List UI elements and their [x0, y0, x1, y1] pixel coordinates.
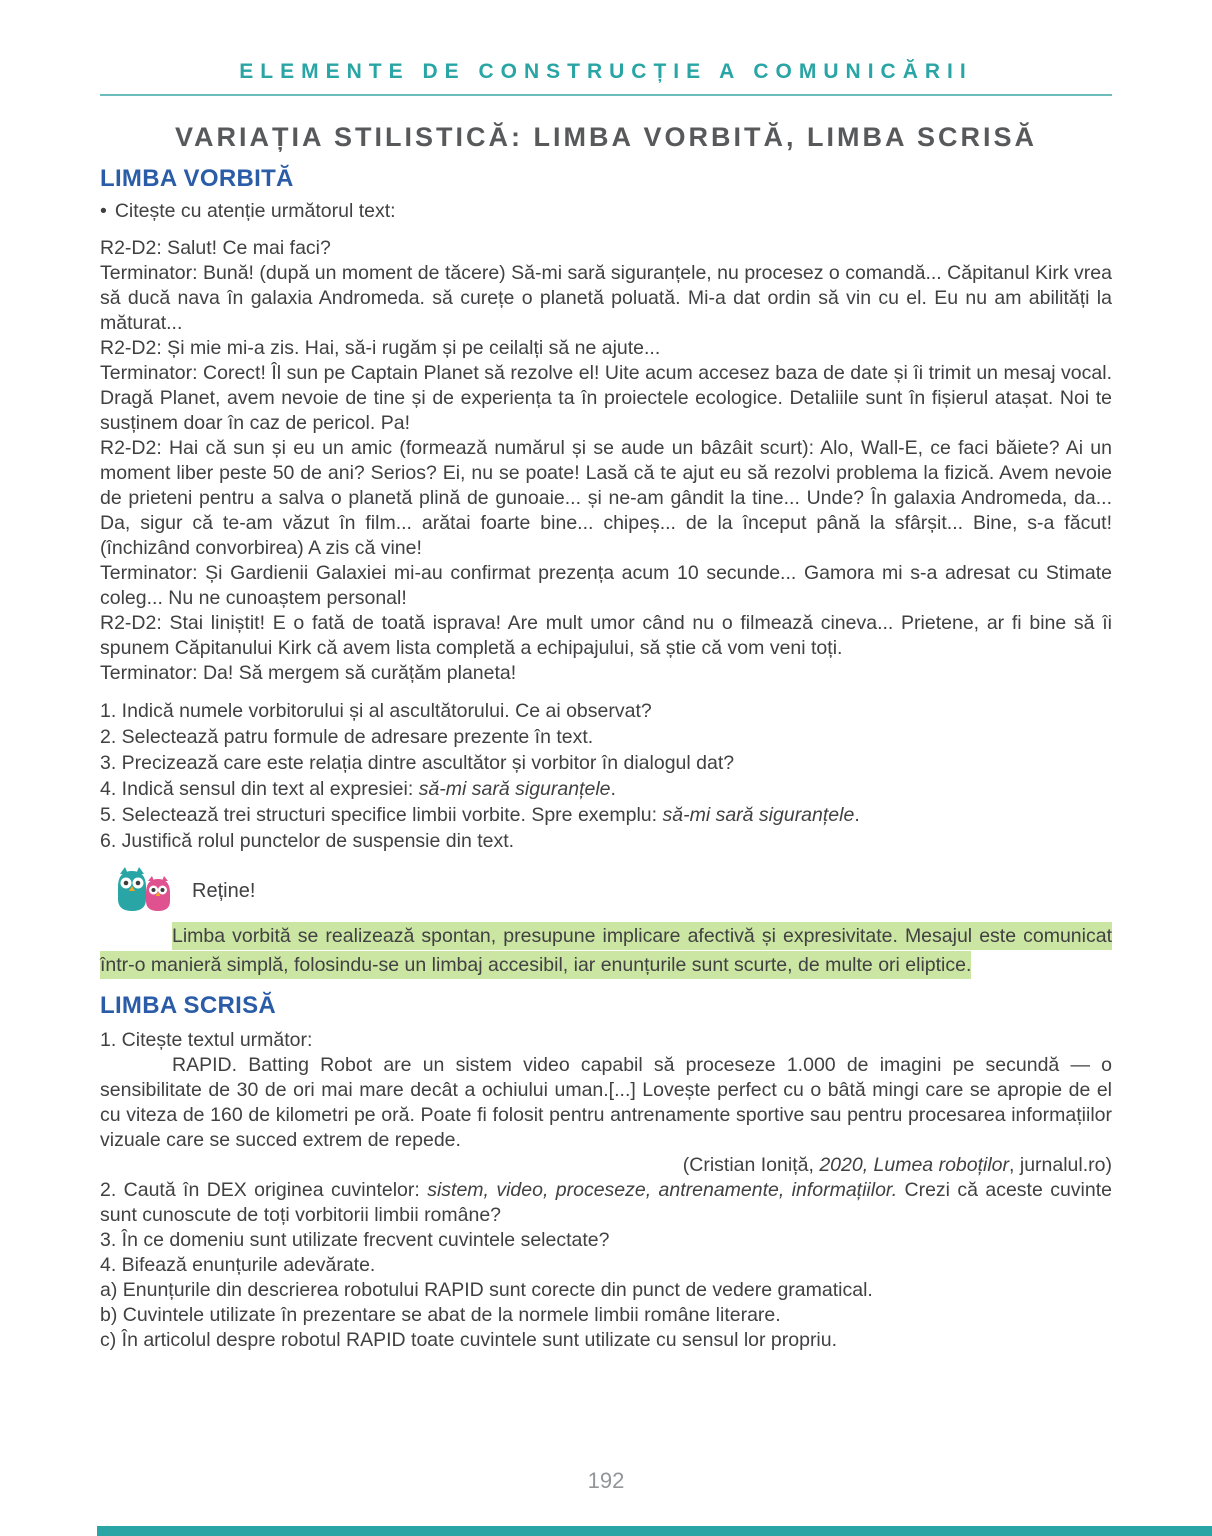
section-heading-limba-vorbita: LIMBA VORBITĂ — [100, 165, 294, 192]
intro-line — [100, 199, 1112, 224]
dialog-line: Terminator: Bună! (după un moment de tăcere) Să-mi sară siguranțele, nu procesez o comandă... Căpitanul Kirk vrea să ducă nava în galaxia Andromeda. să curețe o planetă poluată. Mi-a dat ordin să vin cu el. Eu nu am abilități la măturat... — [100, 262, 1112, 334]
dialog-line: R2-D2: Salut! Ce mai faci? — [100, 237, 331, 259]
dialog-line: Terminator: Și Gardienii Galaxiei mi-au confirmat prezența acum 10 secunde... Gamora mi s-a adresat cu Stimate coleg... Nu ne cunoaștem personal! — [100, 562, 1112, 609]
dialog-line: Terminator: Da! Să mergem să curățăm planeta! — [100, 662, 517, 684]
dialog-line: R2-D2: Și mie mi-a zis. Hai, să-i rugăm și pe ceilalți să ne ajute... — [100, 337, 661, 359]
intro-text: Citește cu atenție următorul text: — [114, 200, 396, 222]
question-list — [100, 698, 1112, 854]
task-item: 3. În ce domeniu sunt utilizate frecvent cuvintele selectate? — [100, 1229, 610, 1251]
retine-label: Reține! — [192, 879, 256, 902]
option-item: c) În articolul despre robotul RAPID toate cuvintele sunt utilizate cu sensul lor propriu. — [100, 1329, 838, 1351]
dialog-line: R2-D2: Hai că sun și eu un amic (formează numărul și se aude un bâzâit scurt): Alo, Wall-E, ce faci băiete? Ai un moment liber peste 50 de ani? Serios? Ei, nu se poate! Lasă că te ajut eu să rezolvi problema la fizică. Avem nevoie de prieteni pentru a salva o planetă plină de gunoaie... și ne-am gândit la tine... Unde? În galaxia Andromeda, da... Da, sigur că te-am văzut în film... arătai foarte bine... chipeș... de la început până la sfârșit... Bine, s-a făcut! (închizând convorbirea) A zis că vine! — [100, 437, 1112, 559]
dialog-line: R2-D2: Stai liniștit! E o fată de toată isprava! Are mult umor când nu o filmează cineva... Prietene, ar fi bine să îi spunem Căpitanului Kirk că avem lista completă a echipajului, să știe că vom veni toți. — [100, 612, 1112, 659]
question-item: 3. Precizează care este relația dintre ascultător și vorbitor în dialogul dat? — [100, 752, 735, 774]
question-item: 1. Indică numele vorbitorului și al ascultătorului. Ce ai observat? — [100, 700, 652, 722]
highlighted-note-text: Limba vorbită se realizează spontan, presupune implicare afectivă și expresivitate. Mesajul este comunicat într-o manieră simplă, folosindu-se un limbaj accesibil, iar enunțurile sunt scurte, de multe ori eliptice. — [100, 922, 1112, 979]
dialog-line: Terminator: Corect! Îl sun pe Captain Planet să rezolve el! Uite acum accesez baza de date și îi trimit un mesaj vocal. Dragă Planet, avem nevoie de tine și de experiența ta în proiectele ecologice. Detaliile sunt în fișierul atașat. Noi te susținem doar în caz de pericol. Pa! — [100, 362, 1112, 434]
question-item: 5. Selectează trei structuri specifice limbii vorbite. Spre exemplu: să-mi sară siguranțele. — [100, 804, 860, 826]
owls-icon — [114, 865, 172, 918]
reading-excerpt: RAPID. Batting Robot are un sistem video capabil să proceseze 1.000 de imagini pe secundă — o sensibilitate de 30 de ori mai mare decât a ochiului uman.[...] Lovește perfect cu o bâtă mingi care se apropie de el cu viteza de 160 de kilometri pe oră. Poate fi folosit pentru antrenamente sportive sau pentru procesarea informațiilor vizuale care se succed extrem de repede. — [100, 1054, 1112, 1151]
task-item: 2. Caută în DEX originea cuvintelor: sistem, video, proceseze, antrenamente, informațiilor. Crezi că aceste cuvinte sunt cunoscute de toți vorbitorii limbii române? — [100, 1179, 1112, 1226]
bullet-icon: • — [100, 200, 107, 222]
task-item: 4. Bifează enunțurile adevărate. — [100, 1254, 376, 1276]
option-item: b) Cuvintele utilizate în prezentare se abat de la normele limbii române literare. — [100, 1304, 781, 1326]
citation: (Cristian Ioniță, 2020, Lumea roboților, jurnalul.ro) — [682, 1154, 1112, 1176]
section-heading-limba-scrisa: LIMBA SCRISĂ — [100, 992, 277, 1019]
dialog-text — [100, 236, 1112, 686]
question-item: 4. Indică sensul din text al expresiei: să-mi sară siguranțele. — [100, 778, 616, 800]
question-item: 2. Selectează patru formule de adresare prezente în text. — [100, 726, 594, 748]
task-item: 1. Citește textul următor: — [100, 1029, 313, 1051]
question-item: 6. Justifică rolul punctelor de suspensie din text. — [100, 830, 515, 852]
option-item: a) Enunțurile din descrierea robotului RAPID sunt corecte din punct de vedere gramatical. — [100, 1279, 873, 1301]
chapter-header: ELEMENTE DE CONSTRUCȚIE A COMUNICĂRII — [239, 60, 973, 83]
bottom-accent-bar — [97, 1526, 1212, 1536]
page-title: VARIAȚIA STILISTICĂ: LIMBA VORBITĂ, LIMBA SCRISĂ — [175, 122, 1037, 152]
retine-row — [114, 866, 1112, 916]
page-number: 192 — [587, 1468, 625, 1493]
retine-note — [100, 922, 1112, 980]
header-rule — [100, 94, 1112, 96]
